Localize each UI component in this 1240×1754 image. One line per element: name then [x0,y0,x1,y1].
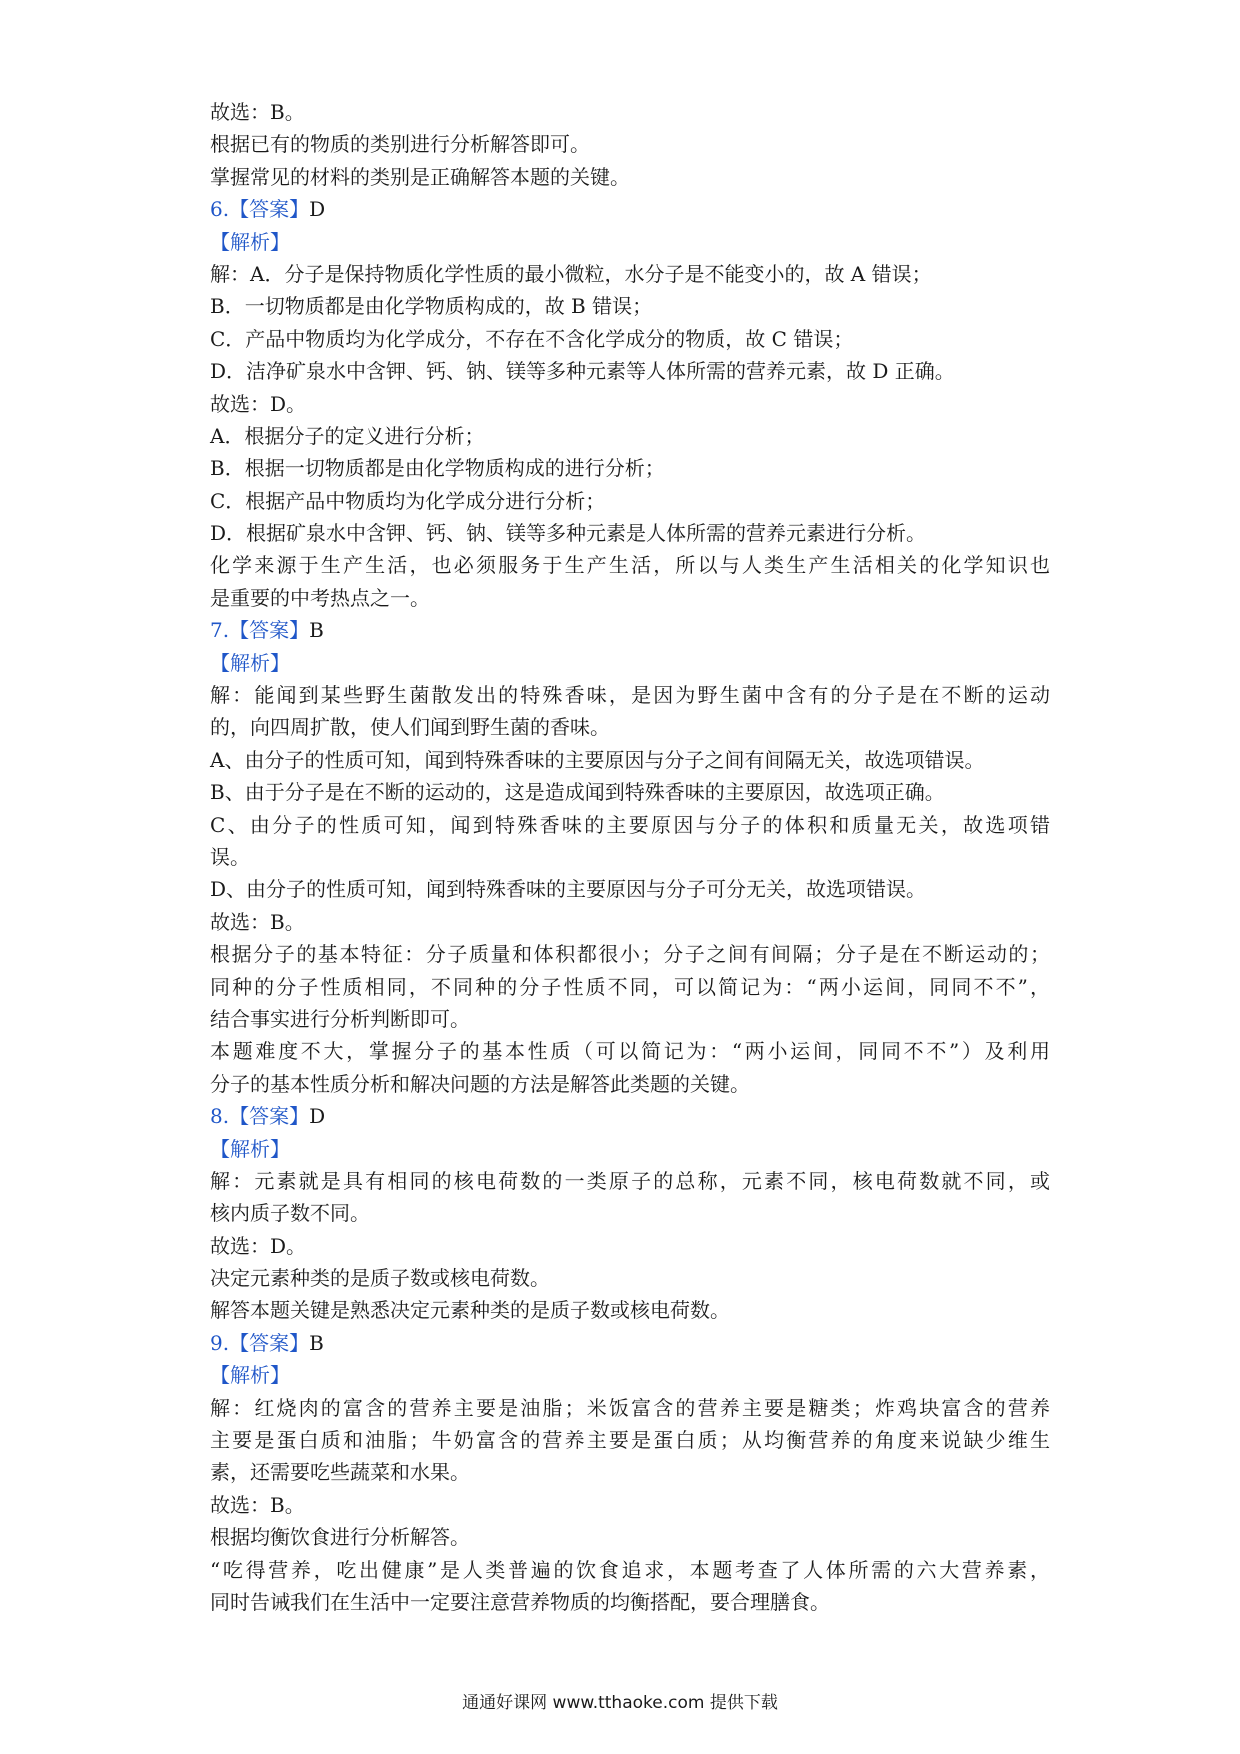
text-line: 本题难度不大，掌握分子的基本性质（可以简记为：“两小运间，同同不不”）及利用 [210,1039,1050,1064]
text-line: 解：能闻到某些野生菌散发出的特殊香味，是因为野生菌中含有的分子是在不断的运动 [210,683,1050,708]
answer-heading [210,1100,1050,1132]
footer-text: 通通好课网 www.tthaoke.com 提供下载 [462,1693,778,1713]
page-footer [0,1691,1240,1715]
question-number: 9. [210,1330,230,1355]
text-line: 素，还需要吃些蔬菜和水果。 [210,1460,470,1485]
text-line: D．洁净矿泉水中含钾、钙、钠、镁等多种元素等人体所需的营养元素，故 D 正确。 [210,359,955,384]
text-line: A．根据分子的定义进行分析； [210,423,485,448]
document-body [210,96,1050,1618]
text-line: 同时告诫我们在生活中一定要注意营养物质的均衡搭配，要合理膳食。 [210,1589,830,1614]
text-line: “吃得营养，吃出健康”是人类普遍的饮食追求，本题考查了人体所需的六大营养素， [210,1557,1050,1582]
answer-tag: 【答案】 [229,1104,310,1129]
text-line: C．根据产品中物质均为化学成分进行分析； [210,488,606,513]
analysis-tag: 【解析】 [210,1136,290,1161]
answer-letter: D [309,197,326,222]
analysis-tag: 【解析】 [210,650,290,675]
answer-letter: B [309,618,324,643]
analysis-tag: 【解析】 [210,229,290,254]
text-line: 故选：B。 [210,100,305,124]
text-line: 故选：D。 [210,1233,307,1258]
text-line: D．根据矿泉水中含钾、钙、钠、镁等多种元素是人体所需的营养元素进行分析。 [210,521,927,546]
text-line: C．产品中物质均为化学成分，不存在不含化学成分的物质，故 C 错误； [210,326,854,351]
text-line: 根据均衡饮食进行分析解答。 [210,1525,470,1550]
analysis-heading [210,1133,1050,1165]
analysis-tag: 【解析】 [210,1363,290,1388]
text-line: 根据已有的物质的类别进行分析解答即可。 [210,132,590,157]
analysis-heading [210,1359,1050,1391]
answer-tag: 【答案】 [229,197,310,222]
text-line: 核内质子数不同。 [210,1201,370,1226]
text-line: 的，向四周扩散，使人们闻到野生菌的香味。 [210,715,610,740]
text-line: B．一切物质都是由化学物质构成的，故 B 错误； [210,294,653,319]
question-number: 6. [210,197,230,222]
text-line: 故选：B。 [210,909,305,934]
answer-tag: 【答案】 [229,1330,310,1355]
analysis-heading [210,226,1050,258]
answer-heading [210,614,1050,646]
question-number: 7. [210,618,230,643]
text-line: B．根据一切物质都是由化学物质构成的进行分析； [210,456,665,481]
answer-heading [210,193,1050,225]
answer-heading [210,1327,1050,1359]
text-line: 决定元素种类的是质子数或核电荷数。 [210,1266,550,1291]
answer-letter: D [309,1104,326,1129]
text-line: 结合事实进行分析判断即可。 [210,1006,470,1031]
text-line: 解：A．分子是保持物质化学性质的最小微粒，水分子是不能变小的，故 A 错误； [210,261,932,286]
answer-tag: 【答案】 [229,618,310,643]
text-line: 化学来源于生产生活，也必须服务于生产生活，所以与人类生产生活相关的化学知识也 [210,553,1050,578]
text-line: 主要是蛋白质和油脂；牛奶富含的营养主要是蛋白质；从均衡营养的角度来说缺少维生 [210,1428,1050,1453]
text-line: 根据分子的基本特征：分子质量和体积都很小；分子之间有间隔；分子是在不断运动的； [210,942,1050,967]
text-line: 是重要的中考热点之一。 [210,585,430,610]
text-line: A、由分子的性质可知，闻到特殊香味的主要原因与分子之间有间隔无关，故选项错误。 [210,747,985,772]
text-line: D、由分子的性质可知，闻到特殊香味的主要原因与分子可分无关，故选项错误。 [210,877,927,902]
text-line: 故选：D。 [210,391,307,416]
text-line: 误。 [210,844,250,869]
text-line: 解：元素就是具有相同的核电荷数的一类原子的总称，元素不同，核电荷数就不同，或 [210,1168,1050,1193]
text-line: 掌握常见的材料的类别是正确解答本题的关键。 [210,164,630,189]
question-number: 8. [210,1104,230,1129]
text-line: 解：红烧肉的富含的营养主要是油脂；米饭富含的营养主要是糖类；炸鸡块富含的营养 [210,1395,1050,1420]
text-line: B、由于分子是在不断的运动的，这是造成闻到特殊香味的主要原因，故选项正确。 [210,780,945,805]
text-line: 故选：B。 [210,1492,305,1517]
text-line: 同种的分子性质相同，不同种的分子性质不同，可以简记为：“两小运间，同同不不”， [210,974,1050,999]
text-line: 解答本题关键是熟悉决定元素种类的是质子数或核电荷数。 [210,1298,730,1323]
text-line: C、由分子的性质可知，闻到特殊香味的主要原因与分子的体积和质量无关，故选项错 [210,812,1050,837]
analysis-heading [210,647,1050,679]
answer-letter: B [309,1330,324,1355]
text-line: 分子的基本性质分析和解决问题的方法是解答此类题的关键。 [210,1071,750,1096]
